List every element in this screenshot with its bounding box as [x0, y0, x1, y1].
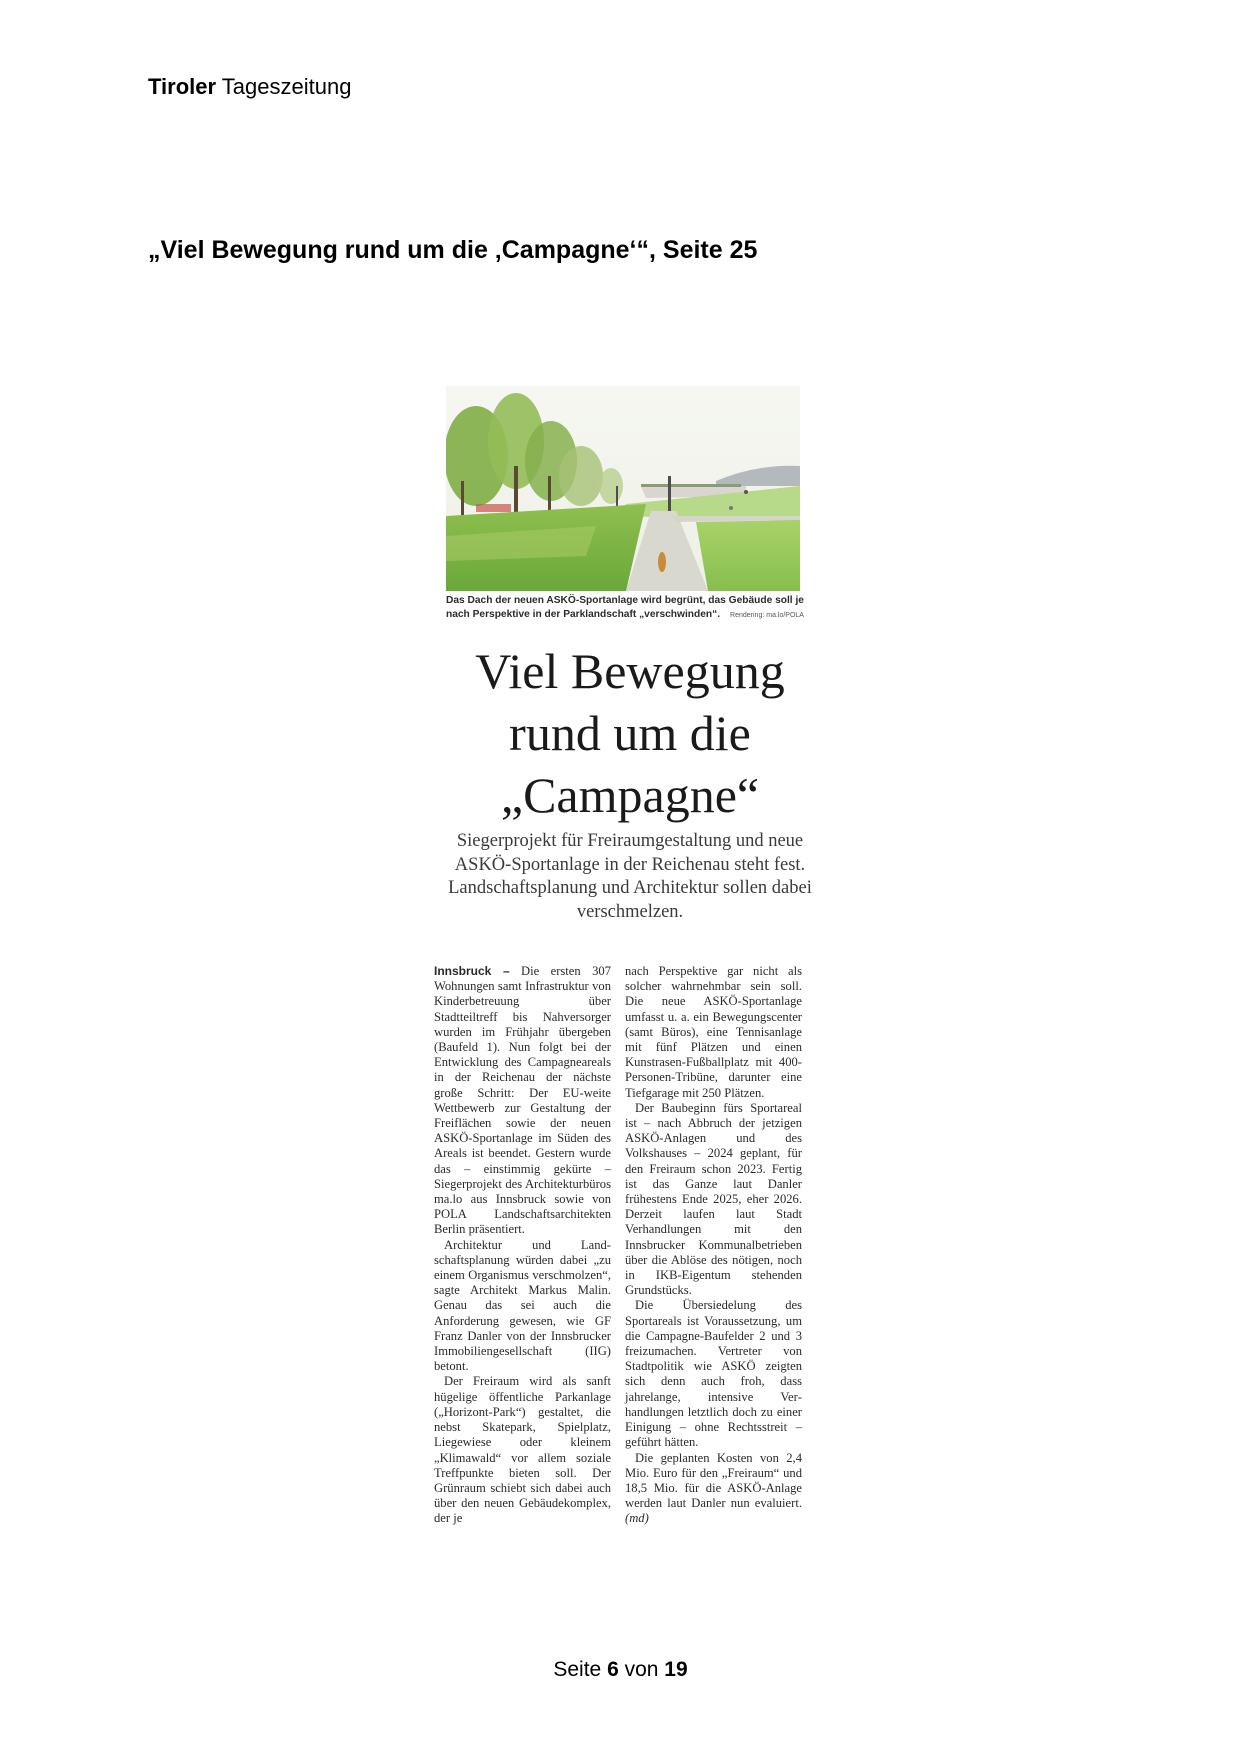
article-paragraph	[625, 1451, 802, 1527]
article-paragraph: Architektur und Landschaftsplanung würden dabei „zu einem Organismus verschmolzen“, sagte Architekt Markus Malin. Genau das sei auch die Anforderung gewesen, wie GF Franz Danler von der Innsbrucker Immobiliengesellschaft (IIG) betont.	[434, 1237, 611, 1374]
article-photo	[446, 386, 800, 591]
headline-line-2: rund um die	[509, 705, 751, 761]
image-credit: Rendering: ma.lo/POLA	[730, 612, 804, 619]
author-tag: (md)	[625, 1511, 649, 1526]
park-rendering-image	[446, 386, 800, 591]
newspaper-clipping	[434, 386, 826, 1566]
dateline: Innsbruck –	[434, 964, 510, 978]
page-total: 19	[664, 1658, 688, 1681]
image-caption-text: Das Dach der neuen ASKÖ-Sportanlage wird begrünt, das Gebäude soll je nach Perspektive in der Parklandschaft „verschwinden“.	[446, 595, 804, 620]
document-heading: „Viel Bewegung rund um die ‚Campagne‘“, Seite 25	[148, 236, 758, 264]
image-caption	[446, 594, 806, 623]
article-paragraph: Die Übersiedelung des Sportareals ist Voraussetzung, um die Campagne-Baufelder 2 und 3 freizumachen. Vertreter von Stadtpolitik wie ASKÖ zeigten sich denn auch froh, dass jahrelange, intensive Verhandlungen letztlich doch zu einer Einigung – ohne Rechtsstreit – geführt hätten.	[625, 1298, 802, 1450]
of-word: von	[624, 1658, 659, 1681]
headline-line-1: Viel Bewegung	[475, 643, 785, 699]
article-paragraph: Der Freiraum wird als sanft hügelige öffentliche Parkanlage („Horizont-Park“) gestaltet, die nebst Skatepark, Spielplatz, Liegewiese oder kleinem „Klimawald“ vor allem soziale Treffpunkte bieten soll. Der Grünraum schiebt sich dabei auch über den neuen Gebäudekomplex, der je	[434, 1374, 611, 1526]
article-paragraph: Der Baubeginn fürs Sportareal ist – nach Abbruch der jetzigen ASKÖ-Anlagen und des Volkshauses – 2024 geplant, für den Freiraum schon 2023. Fertig ist das Ganze laut Danler frühestens Ende 2025, eher 2026. Derzeit laufen laut Stadt Verhandlungen mit den Innsbrucker Kommunalbetrieben über die Ablöse des nötigen, noch in IKB-Eigentum stehenden Grundstücks.	[625, 1100, 802, 1298]
page-number	[0, 1658, 1241, 1682]
page-current: 6	[607, 1658, 619, 1681]
paragraph-text: Die geplanten Kosten von 2,4 Mio. Euro für den „Freiraum“ und 18,5 Mio. für die ASKÖ-Anlage werden laut Danler nun evaluiert.	[625, 1450, 802, 1511]
paragraph-text: Die ersten 307 Wohnungen samt Infrastruktur von Kinderbetreuung über Stadtteiltreff bis Nahversorger wurden im Frühjahr übergeben (Baufeld 1). Nun folgt bei der Entwicklung des Campagneareals in der Reichenau der nächste große Schritt: Der EU-weite Wettbewerb zur Gestaltung der Freiflächen sowie der neuen ASKÖ-Sportanlage im Süden des Areals ist beendet. Gestern wurde das – einstimmig gekürte – Siegerprojekt des Architekturbüros ma.lo aus Innsbruck sowie von POLA Landschaftsarchitekten Berlin präsentiert.	[434, 964, 611, 1237]
article-column-1	[434, 964, 611, 1527]
article-paragraph: nach Perspektive gar nicht als solcher wahrnehmbar sein soll. Die neue ASKÖ-Sportanlage umfasst u. a. ein Bewegungscenter (samt Büros), eine Tennisanlage mit fünf Plätzen und einen Kunstrasen-Fußballplatz mit 400-Personen-Tribüne, darunter eine Tiefgarage mit 250 Plätzen.	[625, 964, 802, 1100]
publication-name-regular: Tageszeitung	[221, 74, 352, 99]
article-column-2	[625, 964, 802, 1527]
article-paragraph	[434, 964, 611, 1238]
page-word: Seite	[553, 1658, 602, 1681]
article-subheadline: Siegerprojekt für Freiraumgestaltung und neue ASKÖ-Sportanlage in der Reichenau steht fest. Landschaftsplanung und Architektur sollen dabei verschmelzen.	[448, 831, 812, 922]
headline-line-3: „Campagne“	[500, 767, 760, 823]
article-headline	[434, 640, 826, 826]
publication-name	[148, 74, 351, 100]
article-body	[434, 964, 826, 1527]
publication-name-bold: Tiroler	[148, 74, 217, 99]
